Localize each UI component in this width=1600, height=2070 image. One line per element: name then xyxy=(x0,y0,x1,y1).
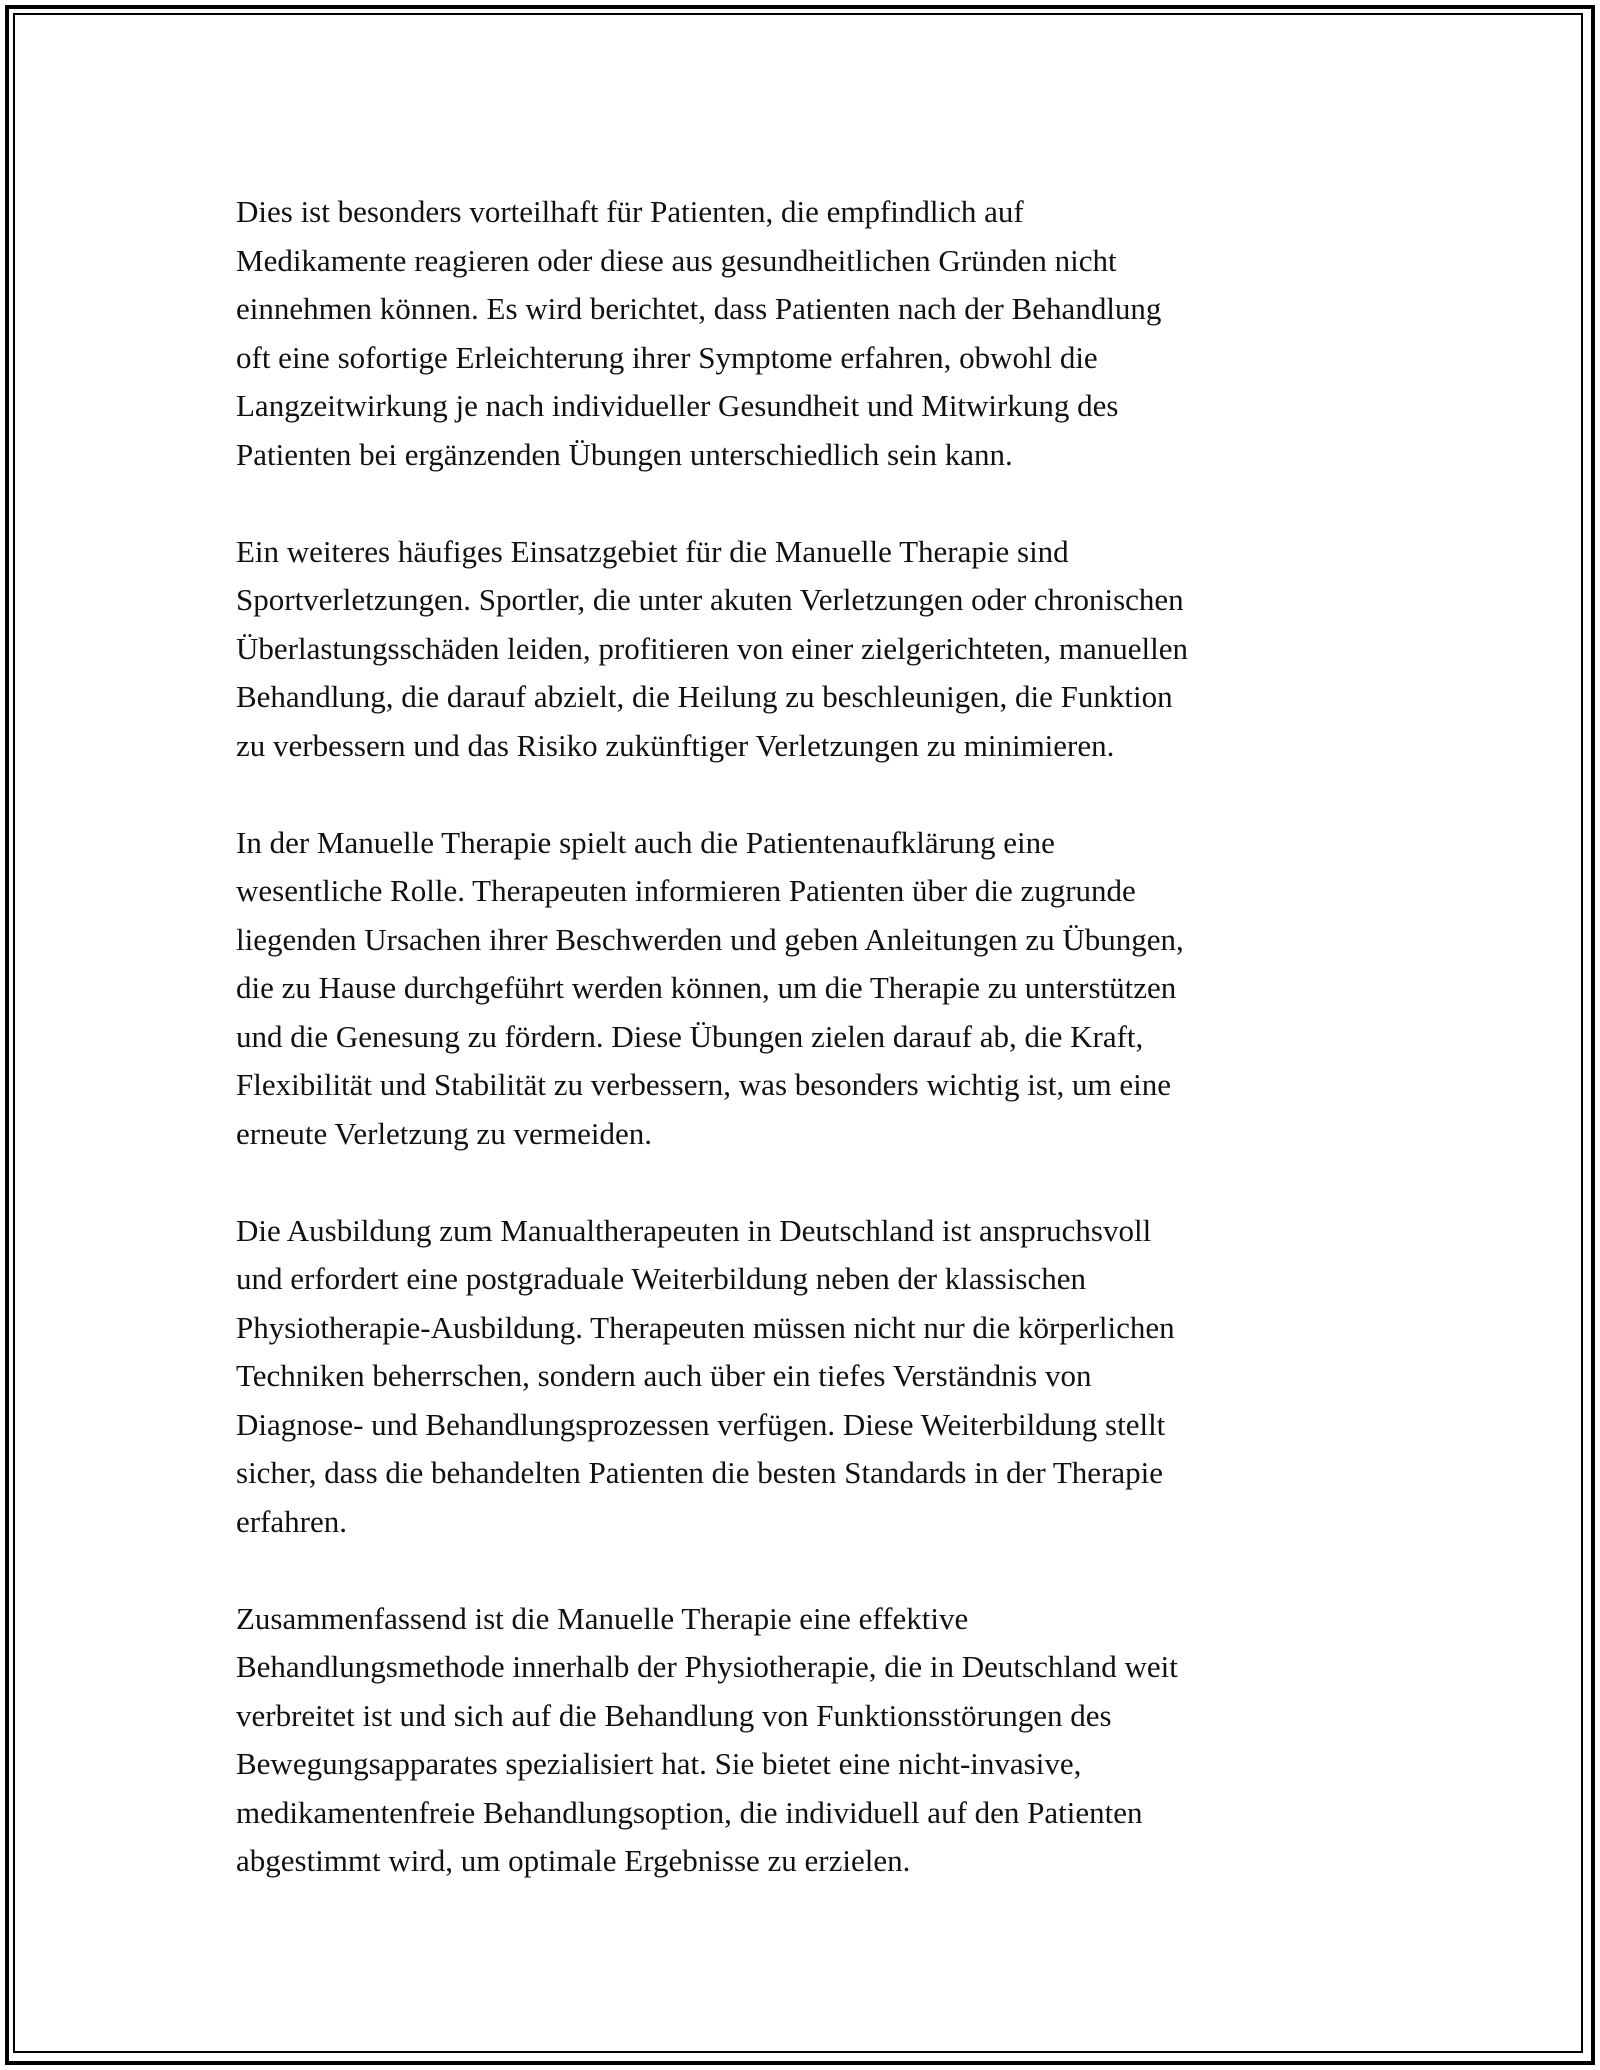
text-line: Behandlungsmethode innerhalb der Physiotherapie, die in Deutschland weit xyxy=(236,1649,1178,1684)
text-line: Sportverletzungen. Sportler, die unter akuten Verletzungen oder chronischen xyxy=(236,582,1184,617)
text-line: Bewegungsapparates spezialisiert hat. Sie bietet eine nicht-invasive, xyxy=(236,1746,1082,1781)
text-line: medikamentenfreie Behandlungsoption, die individuell auf den Patienten xyxy=(236,1794,1143,1830)
text-line: sicher, dass die behandelten Patienten die besten Standards in der Therapie xyxy=(236,1455,1164,1490)
text-line: oft eine sofortige Erleichterung ihrer Symptome erfahren, obwohl die xyxy=(236,339,1098,375)
text-line: die zu Hause durchgeführt werden können, um die Therapie zu unterstützen xyxy=(236,970,1177,1005)
text-line: Physiotherapie-Ausbildung. Therapeuten müssen nicht nur die körperlichen xyxy=(236,1309,1175,1345)
text-line: erneute Verletzung zu vermeiden. xyxy=(236,1115,653,1151)
text-line: und erfordert eine postgraduale Weiterbildung neben der klassischen xyxy=(236,1261,1087,1296)
text-line: Behandlung, die darauf abzielt, die Heilung zu beschleunigen, die Funktion xyxy=(236,679,1173,714)
text-line: Patienten bei ergänzenden Übungen unterschiedlich sein kann. xyxy=(236,436,1013,472)
text-line: In der Manuelle Therapie spielt auch die Patientenaufklärung eine xyxy=(236,824,1055,860)
document-body xyxy=(236,188,1386,1934)
text-line: Dies ist besonders vorteilhaft für Patienten, die empfindlich auf xyxy=(236,194,1024,229)
text-line: zu verbessern und das Risiko zukünftiger Verletzungen zu minimieren. xyxy=(236,727,1115,763)
text-line: Langzeitwirkung je nach individueller Gesundheit und Mitwirkung des xyxy=(236,388,1119,423)
paragraph-4 xyxy=(236,1207,1386,1547)
text-line: liegenden Ursachen ihrer Beschwerden und geben Anleitungen zu Übungen, xyxy=(236,921,1184,957)
paragraph-3 xyxy=(236,819,1386,1159)
text-line: abgestimmt wird, um optimale Ergebnisse zu erzielen. xyxy=(236,1843,911,1878)
text-line: Ein weiteres häufiges Einsatzgebiet für die Manuelle Therapie sind xyxy=(236,533,1069,569)
text-line: Die Ausbildung zum Manualtherapeuten in Deutschland ist anspruchsvoll xyxy=(236,1212,1152,1248)
paragraph-1 xyxy=(236,188,1386,479)
text-line: erfahren. xyxy=(236,1503,347,1539)
text-line: Techniken beherrschen, sondern auch über ein tiefes Verständnis von xyxy=(236,1358,1092,1393)
paragraph-2 xyxy=(236,528,1386,771)
text-line: Flexibilität und Stabilität zu verbessern, was besonders wichtig ist, um eine xyxy=(236,1067,1171,1102)
text-line: und die Genesung zu fördern. Diese Übungen zielen darauf ab, die Kraft, xyxy=(236,1018,1144,1054)
text-line: Diagnose- und Behandlungsprozessen verfügen. Diese Weiterbildung stellt xyxy=(236,1406,1166,1442)
text-line: verbreitet ist und sich auf die Behandlung von Funktionsstörungen des xyxy=(236,1697,1112,1733)
text-line: Medikamente reagieren oder diese aus gesundheitlichen Gründen nicht xyxy=(236,242,1117,278)
text-line: Zusammenfassend ist die Manuelle Therapie eine effektive xyxy=(236,1600,969,1636)
text-line: wesentliche Rolle. Therapeuten informieren Patienten über die zugrunde xyxy=(236,873,1136,908)
paragraph-5 xyxy=(236,1595,1386,1886)
text-line: Überlastungsschäden leiden, profitieren von einer zielgerichteten, manuellen xyxy=(236,630,1189,666)
text-line: einnehmen können. Es wird berichtet, dass Patienten nach der Behandlung xyxy=(236,291,1162,326)
